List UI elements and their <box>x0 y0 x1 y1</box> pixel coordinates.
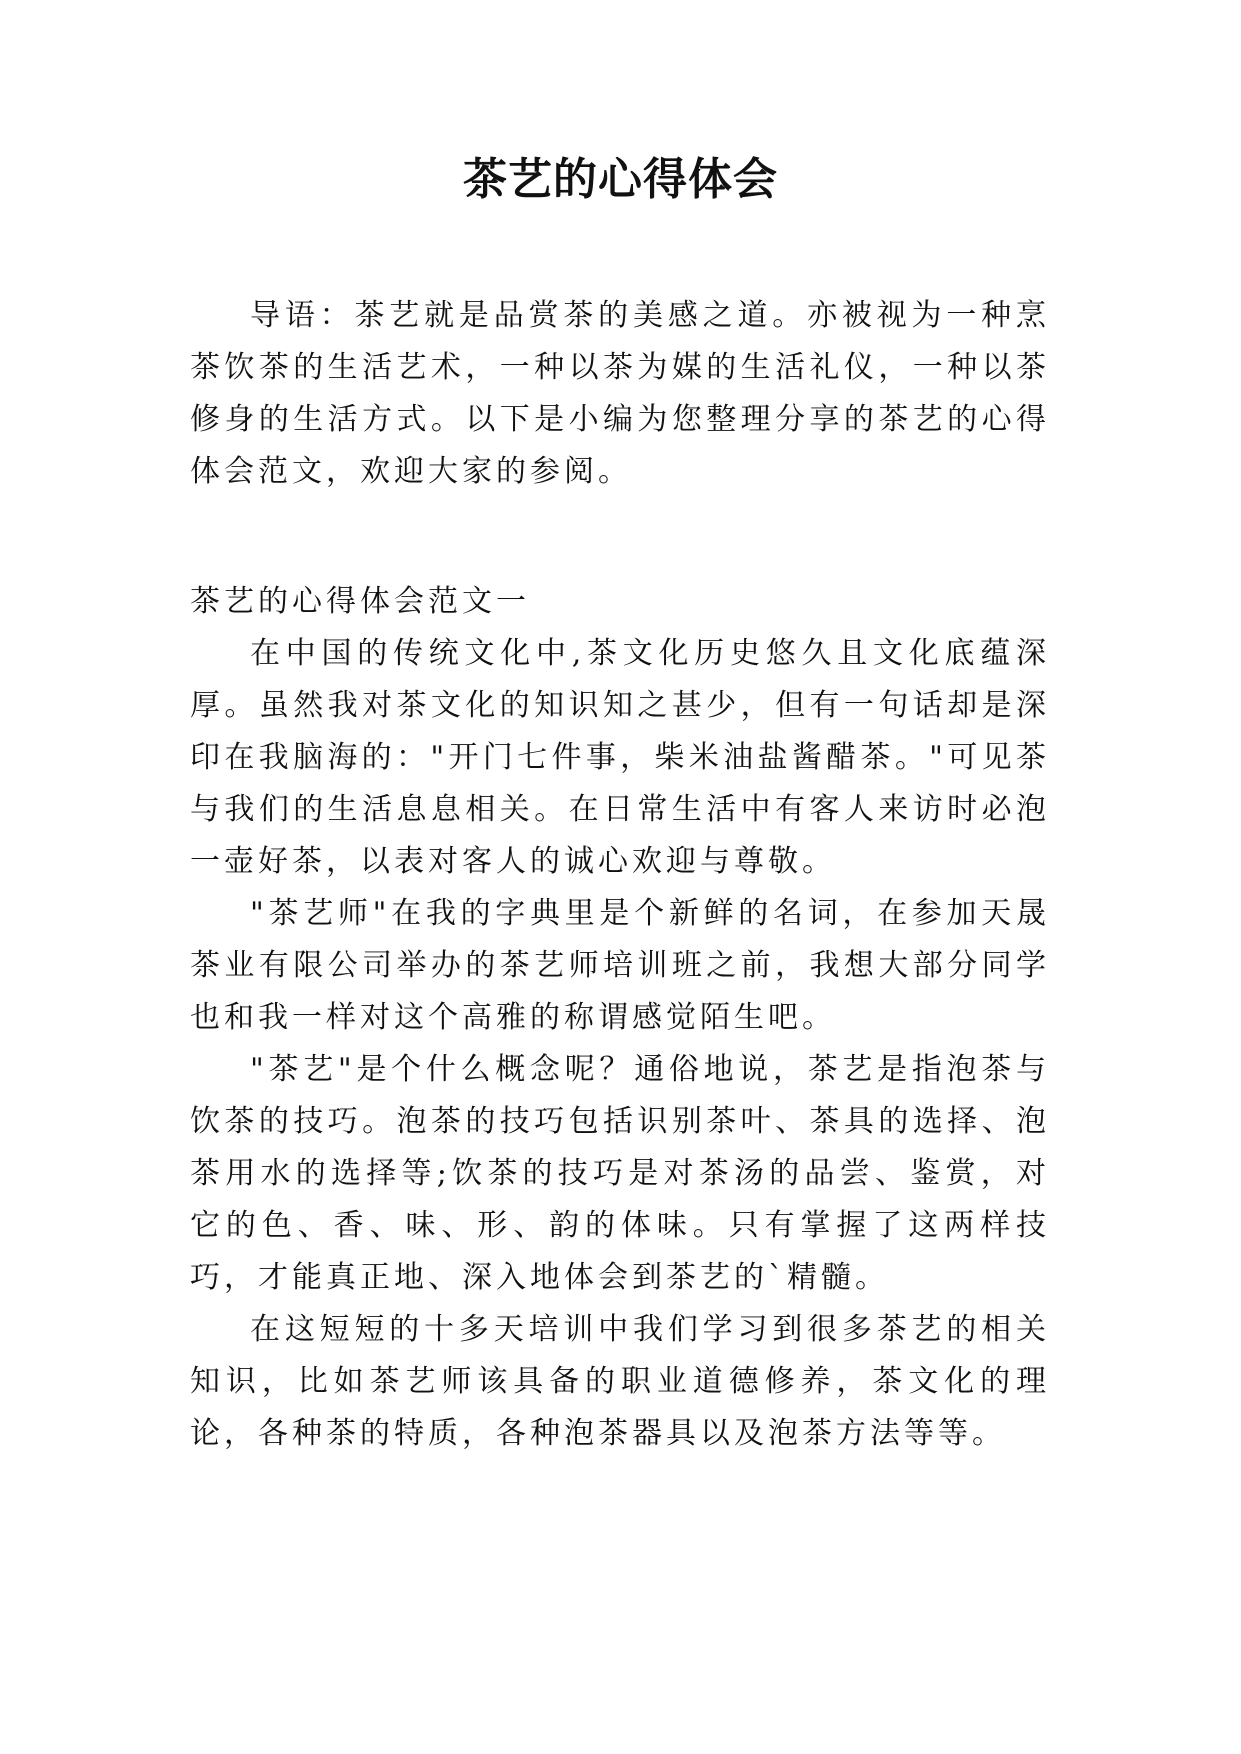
section-heading: 茶艺的心得体会范文一 <box>190 584 530 619</box>
body-paragraph: "茶艺"是个什么概念呢？通俗地说，茶艺是指泡茶与饮茶的技巧。泡茶的技巧包括识别茶叶、茶具的选择、泡茶用水的选择等;饮茶的技巧是对茶汤的品尝、鉴赏，对它的色、香、味、形、韵的体味。只有掌握了这两样技巧，才能真正地、深入地体会到茶艺的`精髓。 <box>190 1052 1050 1295</box>
essay-section <box>190 576 1050 1460</box>
body-paragraph: "茶艺师"在我的字典里是个新鲜的名词，在参加天晟茶业有限公司举办的茶艺师培训班之前，我想大部分同学也和我一样对这个高雅的称谓感觉陌生吧。 <box>190 896 1050 1035</box>
intro-paragraph: 导语：茶艺就是品赏茶的美感之道。亦被视为一种烹茶饮茶的生活艺术，一种以茶为媒的生活礼仪，一种以茶修身的生活方式。以下是小编为您整理分享的茶艺的心得体会范文，欢迎大家的参阅。 <box>190 298 1050 489</box>
body-paragraph: 在中国的传统文化中,茶文化历史悠久且文化底蕴深厚。虽然我对茶文化的知识知之甚少，但有一句话却是深印在我脑海的："开门七件事，柴米油盐酱醋茶。"可见茶与我们的生活息息相关。在日常生活中有客人来访时必泡一壶好茶，以表对客人的诚心欢迎与尊敬。 <box>190 636 1050 879</box>
body-paragraph: 在这短短的十多天培训中我们学习到很多茶艺的相关知识，比如茶艺师该具备的职业道德修养，茶文化的理论，各种茶的特质，各种泡茶器具以及泡茶方法等等。 <box>190 1312 1050 1451</box>
document-title: 茶艺的心得体会 <box>463 154 778 205</box>
intro-block <box>190 290 1050 498</box>
